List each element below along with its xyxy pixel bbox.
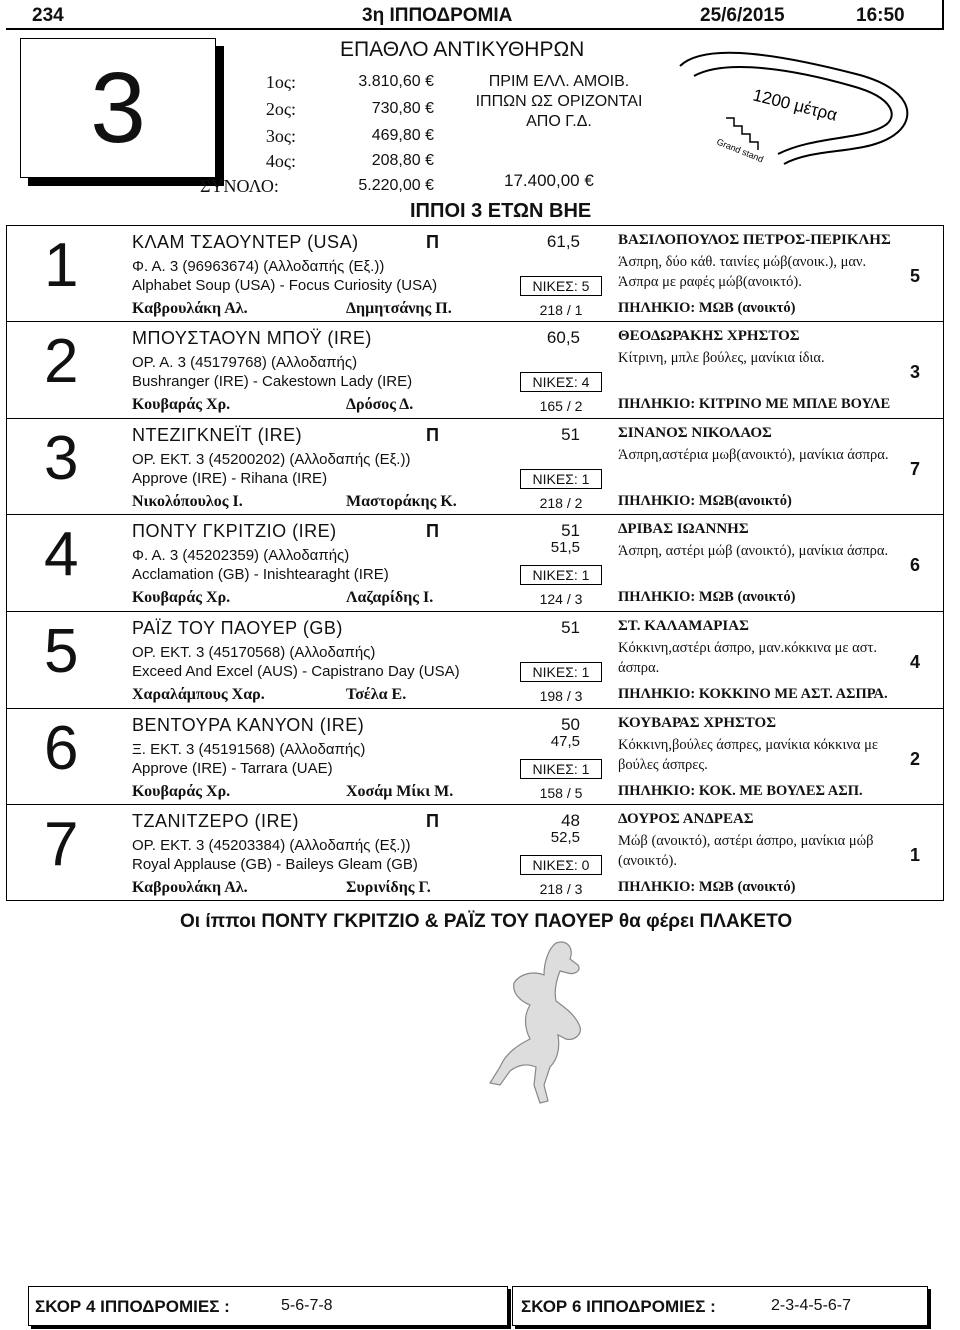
owner: ΔΡΙΒΑΣ ΙΩΑΝΝΗΣ — [618, 521, 749, 537]
jockey: Χαραλάμπους Χαρ. — [132, 686, 265, 703]
entry-row — [6, 708, 944, 804]
helmet-colors: ΠΗΛΗΚΙΟ: ΚΟΚΚΙΝΟ ΜΕ ΑΣΤ. ΑΣΠΡΑ. — [618, 686, 888, 702]
total-label: ΣΥΝΟΛΟ: — [200, 176, 279, 196]
jockey-stats: 218 / 3 — [539, 881, 583, 897]
registration: Φ. Α. 3 (96963674) (Αλλοδαπής (Εξ.)) — [132, 258, 385, 275]
p-flag: Π — [426, 811, 439, 831]
helmet-colors: ΠΗΛΗΚΙΟ: ΜΩΒ (ανοικτό) — [618, 589, 796, 605]
entry-number: 2 — [44, 327, 79, 396]
race-title: 3η ΙΠΠΟΔΡΟΜΙΑ — [362, 5, 513, 26]
trainer: Συρινίδης Γ. — [346, 879, 431, 896]
horse-watermark-icon — [460, 935, 630, 1125]
entry-number: 4 — [44, 520, 79, 589]
race-number-box — [20, 38, 216, 178]
post-position: 3 — [910, 362, 921, 382]
weight: 51 — [561, 425, 580, 444]
bonus-line: ΠΡΙΜ ΕΛΛ. ΑΜΟΙΒ. — [488, 73, 630, 90]
weight: 48 — [561, 811, 580, 830]
wins-box: ΝΙΚΕΣ: 1 — [520, 469, 602, 489]
entry-row — [6, 321, 944, 417]
owner: ΒΑΣΙΛΟΠΟΥΛΟΣ ΠΕΤΡΟΣ-ΠΕΡΙΚΛΗΣ — [618, 232, 891, 248]
pedigree: Exceed And Excel (AUS) - Capistrano Day (USA) — [132, 663, 460, 680]
total-value: 5.220,00 € — [358, 177, 434, 194]
p-flag: Π — [426, 425, 439, 445]
prize-value: 3.810,60 € — [358, 73, 434, 90]
owner: ΔΟΥΡΟΣ ΑΝΔΡΕΑΣ — [618, 811, 754, 827]
prize-name: ΕΠΑΘΛΟ ΑΝΤΙΚΥΘΗΡΩΝ — [340, 38, 585, 61]
horse-name: ΠΟΝΤΥ ΓΚΡΙΤΖΙΟ (IRE) — [132, 521, 337, 541]
prize-value: 208,80 € — [371, 152, 434, 169]
bonus-line: ΙΠΠΩΝ ΩΣ ΟΡΙΖΟΝΤΑΙ — [475, 93, 643, 110]
pedigree: Bushranger (IRE) - Cakestown Lady (IRE) — [132, 373, 413, 390]
jockey-stats: 165 / 2 — [539, 398, 583, 414]
registration: ΟΡ. Α. 3 (45179768) (Αλλοδαπής) — [132, 354, 358, 371]
jockey: Κουβαράς Χρ. — [132, 783, 231, 800]
trainer: Δημητσάνης Π. — [346, 300, 452, 317]
post-position: 4 — [910, 652, 921, 672]
owner: ΣΤ. ΚΑΛΑΜΑΡΙΑΣ — [618, 618, 749, 634]
trainer: Χοσάμ Μίκι Μ. — [346, 783, 454, 800]
owner: ΘΕΟΔΩΡΑΚΗΣ ΧΡΗΣΤΟΣ — [618, 328, 800, 344]
race-number: 3 — [90, 52, 146, 164]
page-number: 234 — [32, 5, 64, 26]
silk-colors: Κόκκινη,βούλες άσπρες, μανίκια κόκκινα με βούλες άσπρες. — [618, 737, 878, 773]
entry-number: 5 — [44, 617, 79, 686]
entry-number: 6 — [44, 714, 79, 783]
entry-number: 1 — [44, 231, 79, 300]
pedigree: Approve (IRE) - Rihana (IRE) — [132, 470, 328, 487]
bonus-line: ΑΠΟ Γ.Δ. — [526, 113, 592, 130]
registration: Φ. Α. 3 (45202359) (Αλλοδαπής) — [132, 547, 350, 564]
entry-row — [6, 418, 944, 514]
horse-name: ΤΖΑΝΙΤΖΕΡΟ (IRE) — [132, 811, 299, 831]
jockey-stats: 218 / 2 — [539, 495, 583, 511]
prize-label: 4ος: — [265, 151, 296, 171]
helmet-colors: ΠΗΛΗΚΙΟ: ΜΩΒ (ανοικτό) — [618, 879, 796, 895]
registration: ΟΡ. ΕΚΤ. 3 (45203384) (Αλλοδαπής (Εξ.)) — [132, 837, 411, 854]
helmet-colors: ΠΗΛΗΚΙΟ: ΜΩΒ (ανοικτό) — [618, 300, 796, 316]
owner: ΚΟΥΒΑΡΑΣ ΧΡΗΣΤΟΣ — [618, 715, 776, 731]
pedigree: Alphabet Soup (USA) - Focus Curiosity (USA) — [132, 277, 438, 294]
horse-name: ΡΑΪΖ ΤΟΥ ΠΑΟΥΕΡ (GB) — [132, 618, 343, 638]
prize-label: 2ος: — [265, 99, 296, 119]
silk-colors: Μώβ (ανοικτό), αστέρι άσπρο, μανίκια μώβ (ανοικτό). — [618, 833, 874, 869]
entry-number: 3 — [44, 424, 79, 493]
jockey: Καβρουλάκη Αλ. — [132, 879, 248, 896]
silk-colors: Άσπρη, δύο κάθ. ταινίες μώβ(ανοικ.), μαν. Άσπρα με ραφές μώβ(ανοικτό). — [618, 254, 867, 290]
wins-box: ΝΙΚΕΣ: 1 — [520, 662, 602, 682]
trainer: Τσέλα Ε. — [346, 686, 407, 703]
race-category: ΙΠΠΟΙ 3 ΕΤΩΝ ΒΗΕ — [410, 200, 592, 222]
owner: ΣΙΝΑΝΟΣ ΝΙΚΟΛΑΟΣ — [618, 425, 772, 441]
race-date: 25/6/2015 — [700, 5, 785, 26]
weight: 50 — [561, 715, 580, 734]
weight: 61,5 — [546, 232, 580, 251]
prize-label: 1ος: — [265, 72, 296, 92]
post-position: 5 — [910, 266, 921, 286]
weight: 51 — [561, 618, 580, 637]
registration: ΟΡ. ΕΚΤ. 3 (45200202) (Αλλοδαπής (Εξ.)) — [132, 451, 411, 468]
silk-colors: Άσπρη, αστέρι μώβ (ανοικτό), μανίκια άσπρα. — [618, 543, 889, 559]
wins-box: ΝΙΚΕΣ: 5 — [520, 276, 602, 296]
score4-box — [28, 1286, 508, 1326]
horse-name: ΒΕΝΤΟΥΡΑ ΚΑΝΥΟΝ (IRE) — [132, 715, 365, 735]
silk-colors: Άσπρη,αστέρια μωβ(ανοικτό), μανίκια άσπρα. — [618, 447, 889, 463]
entry-row — [6, 804, 944, 900]
wins-box: ΝΙΚΕΣ: 1 — [520, 759, 602, 779]
alt-weight: 52,5 — [550, 829, 580, 846]
jockey-stats: 124 / 3 — [539, 591, 583, 607]
alt-weight: 47,5 — [550, 733, 580, 750]
entries-left-rule — [6, 225, 7, 901]
race-time: 16:50 — [856, 5, 905, 26]
helmet-colors: ΠΗΛΗΚΙΟ: ΚΙΤΡΙΝΟ ΜΕ ΜΠΛΕ ΒΟΥΛΕ — [618, 396, 891, 412]
post-position: 6 — [910, 555, 921, 575]
trainer: Μαστοράκης Κ. — [346, 493, 457, 510]
post-position: 1 — [910, 845, 921, 865]
p-flag: Π — [426, 232, 439, 252]
entry-row — [6, 611, 944, 707]
entry-row — [6, 514, 944, 610]
horse-name: ΜΠΟΥΣΤΑΟΥΝ ΜΠΟΫ (IRE) — [132, 328, 372, 348]
horse-name: ΝΤΕΖΙΓΚΝΕΪΤ (IRE) — [132, 425, 303, 445]
score6-value: 2-3-4-5-6-7 — [771, 1297, 852, 1314]
jockey: Νικολόπουλος Ι. — [132, 493, 243, 510]
wins-box: ΝΙΚΕΣ: 4 — [520, 372, 602, 392]
prize-value: 469,80 € — [371, 127, 434, 144]
trainer: Λαζαρίδης Ι. — [346, 589, 434, 606]
score4-value: 5-6-7-8 — [281, 1297, 333, 1314]
bonus-value: 17.400,00 € — [504, 171, 594, 190]
alt-weight: 51,5 — [550, 539, 580, 556]
jockey: Καβρουλάκη Αλ. — [132, 300, 248, 317]
post-position: 7 — [910, 459, 921, 479]
pedigree: Acclamation (GB) - Inishtearaght (IRE) — [132, 566, 389, 583]
jockey: Κουβαράς Χρ. — [132, 396, 231, 413]
jockey-stats: 198 / 3 — [539, 688, 583, 704]
helmet-colors: ΠΗΛΗΚΙΟ: ΜΩΒ(ανοικτό) — [618, 493, 792, 509]
jockey-stats: 218 / 1 — [539, 302, 583, 318]
wins-box: ΝΙΚΕΣ: 1 — [520, 565, 602, 585]
pedigree: Royal Applause (GB) - Baileys Gleam (GB) — [132, 856, 418, 873]
prize-value: 730,80 € — [371, 100, 434, 117]
entry-number: 7 — [44, 810, 79, 879]
horse-name: ΚΛΑΜ ΤΣΑΟΥΝΤΕΡ (USA) — [132, 232, 359, 252]
trainer: Δρόσος Δ. — [346, 396, 414, 413]
wins-box: ΝΙΚΕΣ: 0 — [520, 855, 602, 875]
weight: 51 — [561, 521, 580, 540]
score6-label: ΣΚΟΡ 6 ΙΠΠΟΔΡΟΜΙΕΣ : — [521, 1297, 716, 1316]
distance-label: 1200 μέτρα — [751, 85, 840, 125]
prize-label: 3ος: — [265, 126, 296, 146]
plaketo-note: Οι ίπποι ΠΟΝΤΥ ΓΚΡΙΤΖΙΟ & ΡΑΪΖ ΤΟΥ ΠΑΟΥΕΡ θα φέρει ΠΛΑΚΕΤΟ — [180, 911, 793, 932]
registration: ΟΡ. ΕΚΤ. 3 (45170568) (Αλλοδαπής) — [132, 644, 376, 661]
grandstand-label: Grand stand — [715, 136, 765, 165]
silk-colors: Κόκκινη,αστέρι άσπρο, μαν.κόκκινα με αστ. άσπρα. — [618, 640, 877, 676]
entry-row — [6, 225, 944, 321]
entries-bottom-rule — [6, 900, 944, 901]
helmet-colors: ΠΗΛΗΚΙΟ: ΚΟΚ. ΜΕ ΒΟΥΛΕΣ ΑΣΠ. — [618, 783, 863, 799]
score6-box — [512, 1286, 928, 1326]
silk-colors: Κίτρινη, μπλε βούλες, μανίκια ίδια. — [618, 350, 825, 366]
score4-label: ΣΚΟΡ 4 ΙΠΠΟΔΡΟΜΙΕΣ : — [35, 1297, 230, 1316]
weight: 60,5 — [546, 328, 580, 347]
track-diagram — [666, 46, 916, 174]
post-position: 2 — [910, 749, 921, 769]
registration: Ξ. ΕΚΤ. 3 (45191568) (Αλλοδαπής) — [132, 741, 366, 758]
jockey-stats: 158 / 5 — [539, 785, 583, 801]
page-header — [6, 0, 944, 30]
entries-right-rule — [943, 225, 944, 901]
pedigree: Approve (IRE) - Tarrara (UAE) — [132, 760, 333, 777]
jockey: Κουβαράς Χρ. — [132, 589, 231, 606]
p-flag: Π — [426, 521, 439, 541]
